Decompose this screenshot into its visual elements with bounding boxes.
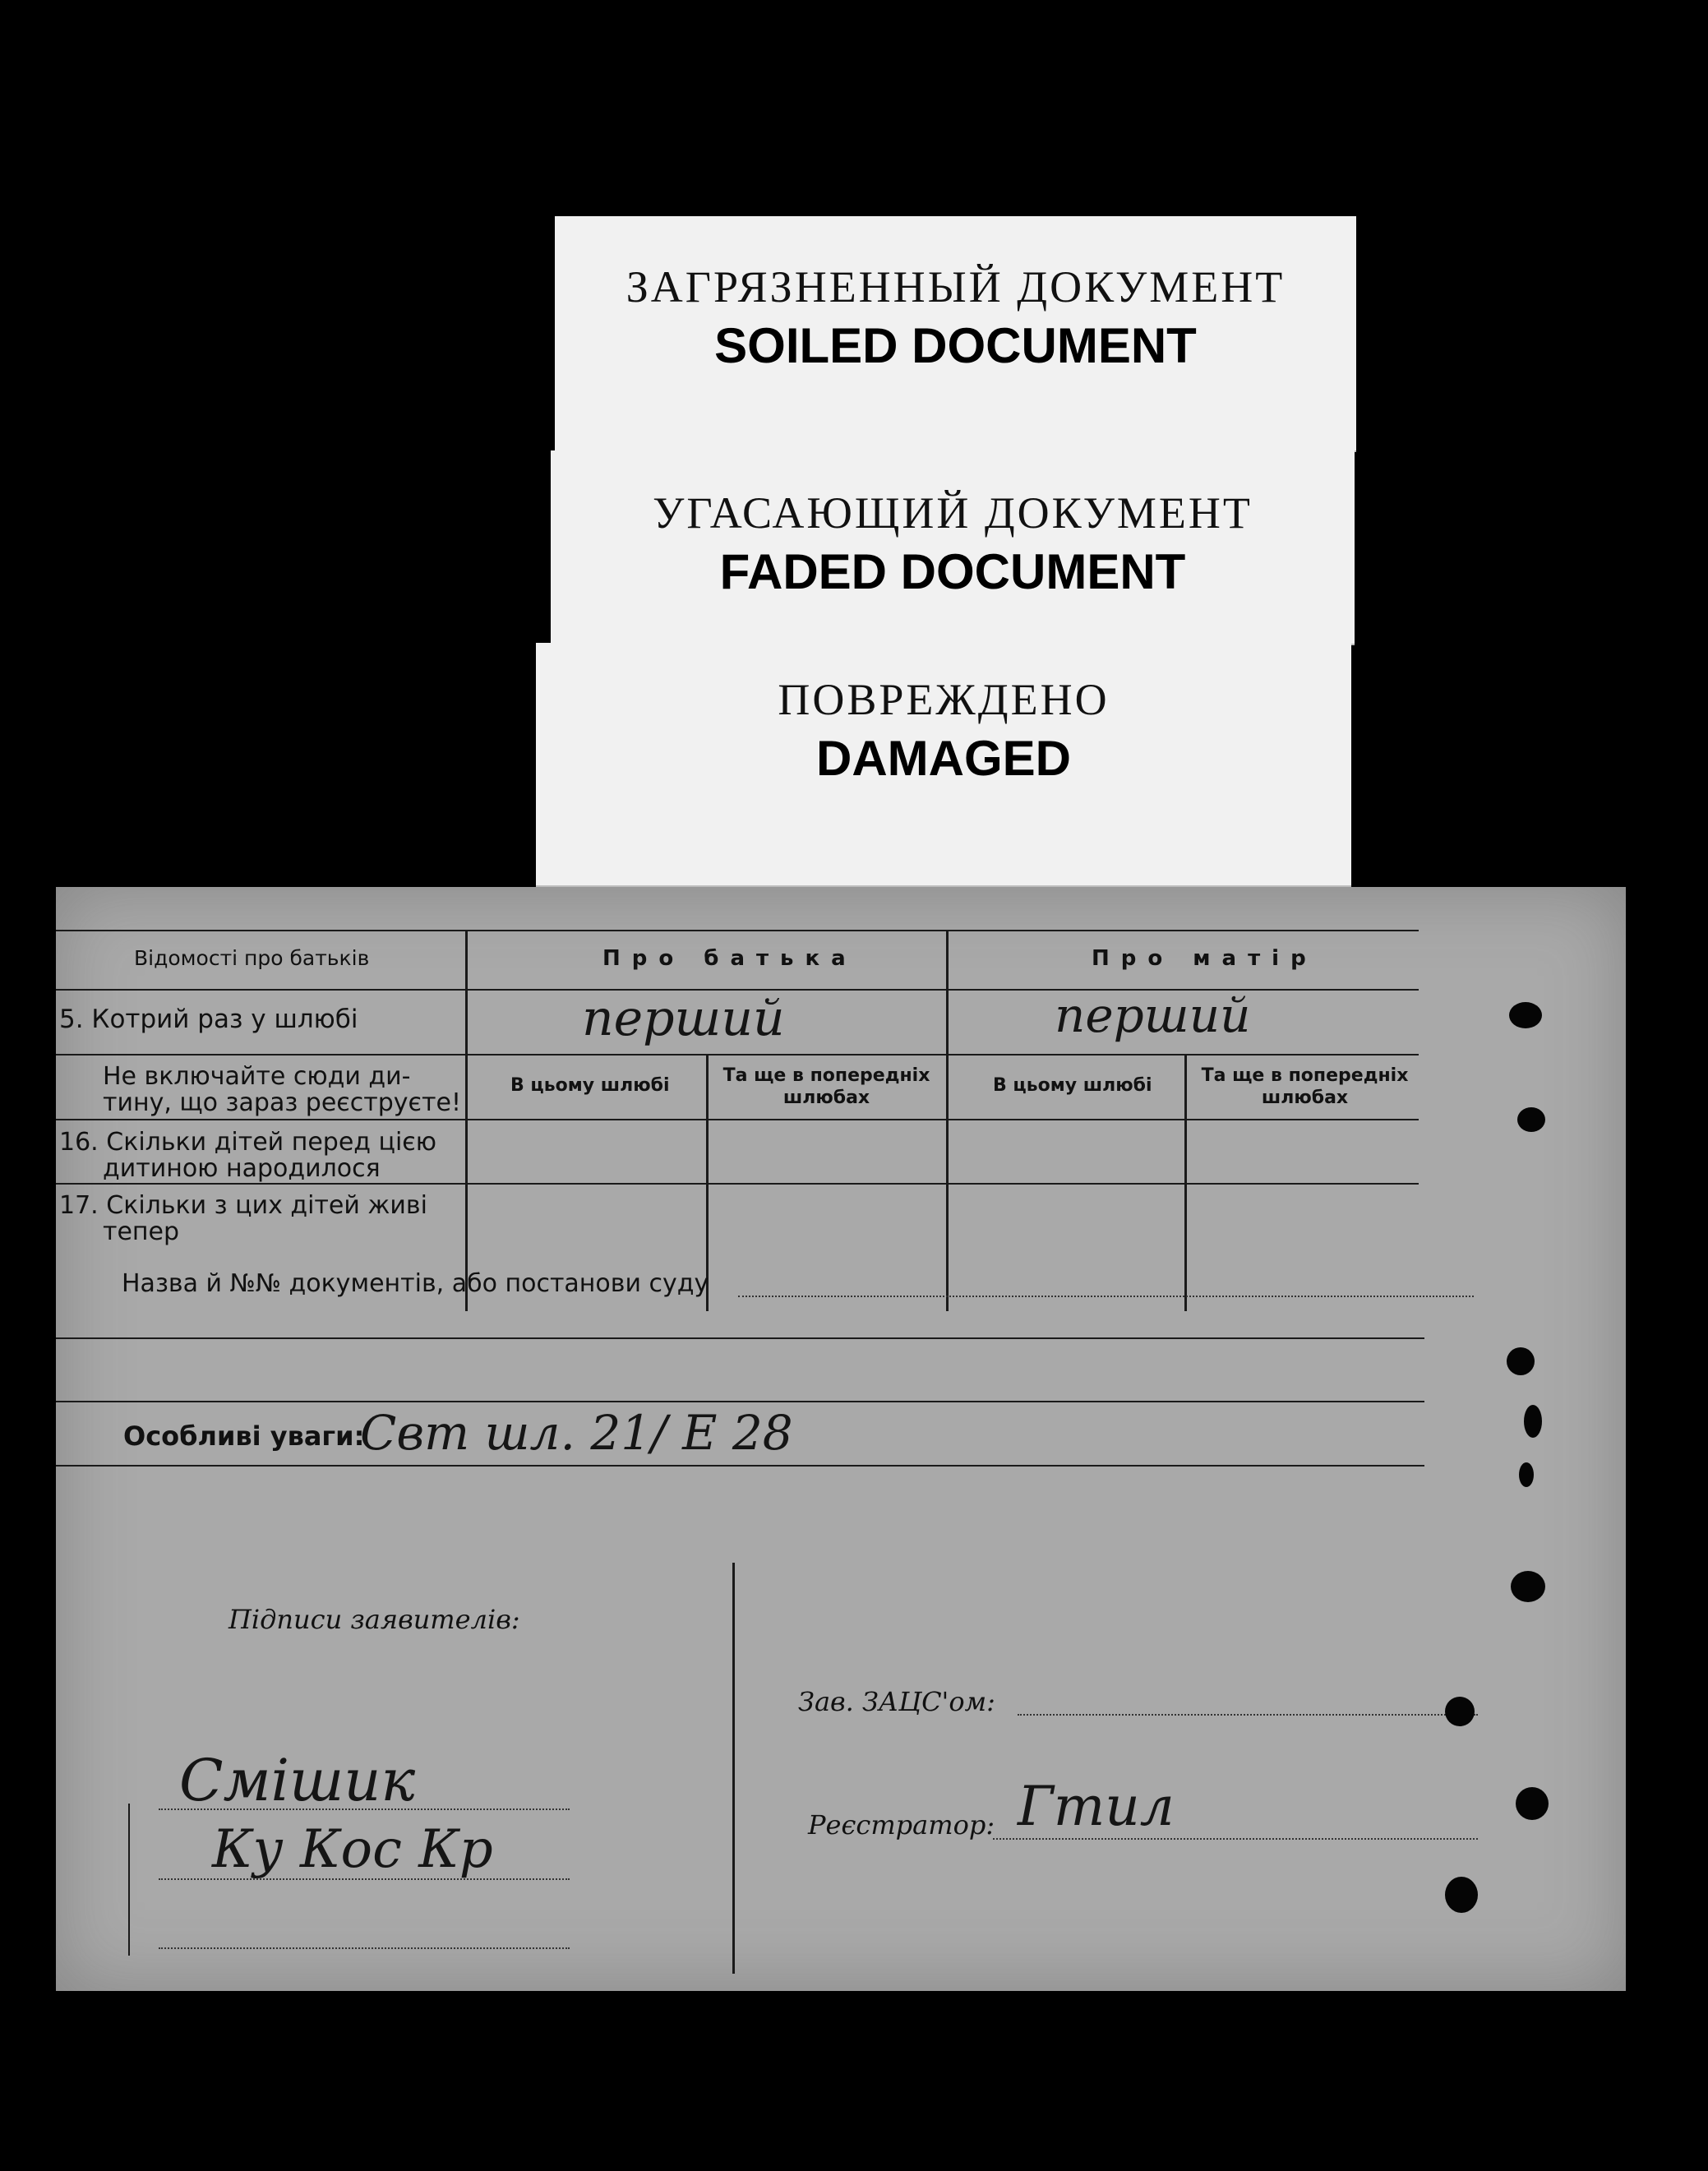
damage-hole bbox=[1517, 1107, 1545, 1132]
father-previous-marriages: Та ще в попередніх шлюбах bbox=[722, 1065, 930, 1108]
damage-hole bbox=[1445, 1697, 1475, 1726]
blank-rule bbox=[56, 1401, 1424, 1402]
documents-label: Назва й №№ документів, або постанови суду bbox=[122, 1269, 709, 1298]
signature-divider bbox=[732, 1563, 735, 1974]
registrar-dotted-line bbox=[993, 1838, 1478, 1840]
header-mother: Про матір bbox=[1092, 946, 1318, 971]
damage-hole bbox=[1524, 1405, 1542, 1438]
head-label: Зав. ЗАЦС'ом: bbox=[798, 1686, 995, 1717]
remarks-label: Особливі уваги: bbox=[123, 1420, 365, 1452]
damaged-en-label: DAMAGED bbox=[816, 731, 1071, 786]
damaged-ru-label: ПОВРЕЖДЕНО bbox=[778, 675, 1110, 724]
row17-line2: тепер bbox=[103, 1217, 180, 1246]
father-col-divider bbox=[465, 930, 468, 1311]
row16-line1: 16. Скільки дітей перед цією bbox=[59, 1128, 437, 1157]
applicant-line-2 bbox=[159, 1878, 570, 1880]
mother-col-divider bbox=[946, 930, 949, 1311]
applicant-bracket bbox=[128, 1804, 130, 1956]
remarks-value: Свт шл. 21/ Е 28 bbox=[360, 1405, 793, 1461]
header-father: Про батька bbox=[602, 946, 857, 971]
damage-hole bbox=[1507, 1347, 1535, 1375]
applicant-signature-1: Смішик bbox=[179, 1747, 416, 1814]
damage-hole bbox=[1509, 1002, 1542, 1028]
applicant-signature-2: Ку Кос Кр bbox=[212, 1819, 493, 1880]
soiled-document-card bbox=[555, 216, 1356, 452]
row17-line1: 17. Скільки з цих дітей живі bbox=[59, 1191, 427, 1220]
damaged-document-card bbox=[536, 643, 1351, 887]
faded-document-card bbox=[551, 450, 1355, 645]
father-this-marriage: В цьому шлюбі bbox=[510, 1075, 670, 1096]
row16-rule bbox=[56, 1183, 1419, 1185]
applicant-line-3 bbox=[159, 1947, 570, 1949]
row5-label: 5. Котрий раз у шлюбі bbox=[59, 1005, 358, 1034]
mother-this-marriage: В цьому шлюбі bbox=[993, 1075, 1152, 1096]
damage-hole bbox=[1519, 1462, 1534, 1487]
remarks-rule bbox=[56, 1465, 1424, 1467]
damage-hole bbox=[1516, 1787, 1549, 1820]
note-rule bbox=[56, 1119, 1419, 1120]
registration-form bbox=[56, 887, 1626, 1991]
soiled-en-label: SOILED DOCUMENT bbox=[714, 318, 1197, 373]
row5-mother-value: перший bbox=[1055, 987, 1251, 1043]
documents-dotted-line bbox=[738, 1296, 1474, 1297]
table-top-rule bbox=[56, 930, 1419, 931]
applicants-label: Підписи заявителів: bbox=[229, 1604, 520, 1635]
damage-hole bbox=[1445, 1877, 1478, 1913]
mother-previous-marriages: Та ще в попередніх шлюбах bbox=[1201, 1065, 1409, 1108]
faded-en-label: FADED DOCUMENT bbox=[719, 544, 1186, 599]
documents-rule bbox=[56, 1337, 1424, 1339]
applicant-line-1 bbox=[159, 1808, 570, 1810]
note-line2: тину, що зараз реєструєте! bbox=[103, 1088, 461, 1117]
head-dotted-line bbox=[1018, 1714, 1478, 1716]
header-parents-info: Відомості про батьків bbox=[134, 946, 370, 970]
row16-line2: дитиною народилося bbox=[103, 1154, 381, 1183]
soiled-ru-label: ЗАГРЯЗНЕННЫЙ ДОКУМЕНТ bbox=[625, 262, 1286, 312]
faded-ru-label: УГАСАЮЩИЙ ДОКУМЕНТ bbox=[653, 488, 1253, 538]
damage-hole bbox=[1511, 1571, 1545, 1602]
row5-father-value: перший bbox=[582, 990, 785, 1047]
row5-rule bbox=[56, 1054, 1419, 1055]
registrar-label: Реєстратор: bbox=[808, 1809, 995, 1841]
note-line1: Не включайте сюди ди- bbox=[103, 1062, 411, 1091]
mother-sub-divider bbox=[1184, 1054, 1187, 1311]
registrar-signature: Гтил bbox=[1018, 1775, 1175, 1838]
